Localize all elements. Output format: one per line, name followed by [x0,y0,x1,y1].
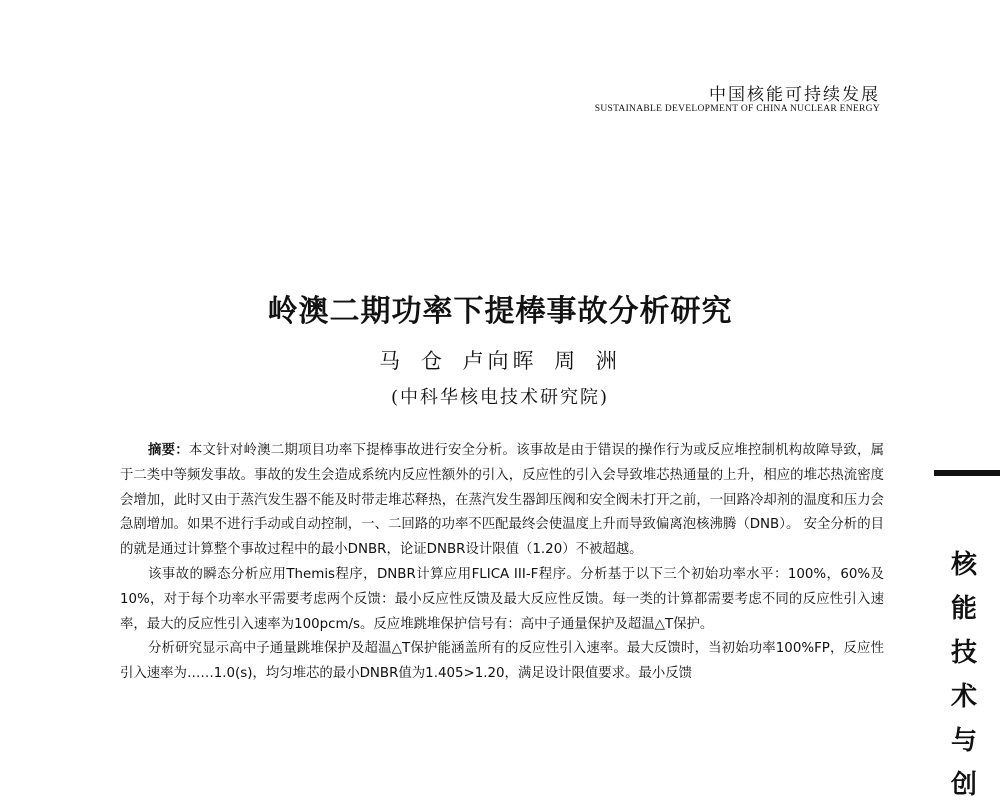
section-tab-char: 创 [950,770,977,800]
abstract-paragraph-1 [120,439,884,563]
section-tab-char: 术 [950,682,977,712]
section-tab-char: 核 [950,550,977,580]
journal-name-cn: 中国核能可持续发展 [709,85,880,105]
section-tab-char: 与 [950,726,977,756]
abstract-paragraph-3: 分析研究显示高中子通量跳堆保护及超温△T保护能涵盖所有的反应性引入速率。最大反馈时，当初始功率100%FP，反应性引入速率为……1.0(s)，均匀堆芯的最小DNBR值为1.405>1.20，满足设计限值要求。最小反馈 [120,641,884,682]
abstract-label: 摘要： [148,443,189,458]
abstract-body [120,439,884,687]
section-tab-char: 技 [950,638,977,668]
abstract-paragraph-1-text: 本文针对岭澳二期项目功率下提棒事故进行安全分析。该事故是由于错误的操作行为或反应堆控制机构故障导致，属于二类中等频发事故。事故的发生会造成系统内反应性额外的引入，反应性的引入会导致堆芯热通量的上升，相应的堆芯热流密度会增加，此时又由于蒸汽发生器不能及时带走堆芯释热，在蒸汽发生器卸压阀和安全阀未打开之前，一回路冷却剂的温度和压力会急剧增加。如果不进行手动或自动控制，一、二回路的功率不匹配最终会使温度上升而导致偏离泡核沸腾（DNB）。 安全分析的目的就是通过计算整个事故过程中的最小DNBR，论证DNBR设计限值（1.20）不被超越。 [120,443,884,558]
article-authors: 马 仓 卢向晖 周 洲 [379,349,621,373]
section-tab-bar [934,470,1000,476]
article-title: 岭澳二期功率下提棒事故分析研究 [267,294,733,329]
abstract-paragraph-2: 该事故的瞬态分析应用Themis程序，DNBR计算应用FLICA III-F程序。分析基于以下三个初始功率水平：100%，60%及10%，对于每个功率水平需要考虑两个反馈：最小反应性反馈及最大反应性反馈。每一类的计算都需要考虑不同的反应性引入速率，最大的反应性引入速率为100pcm/s。反应堆跳堆保护信号有：高中子通量保护及超温△T保护。 [120,566,884,632]
article-affiliation: (中科华核电技术研究院) [390,387,610,408]
journal-name-en: SUSTAINABLE DEVELOPMENT OF CHINA NUCLEAR ENERGY [594,104,880,114]
section-tab-label [944,543,984,807]
section-tab-char: 能 [950,594,977,624]
